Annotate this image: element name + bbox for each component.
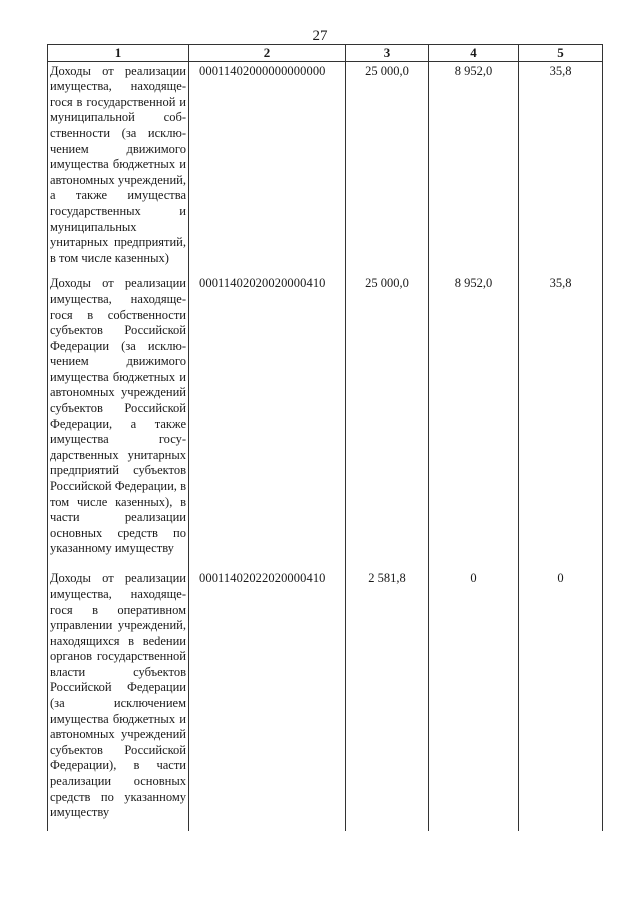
column-header-4: 4 <box>429 45 519 62</box>
table-row <box>48 266 603 560</box>
page-number: 27 <box>312 28 328 44</box>
percent-cell: 35,8 <box>519 61 603 266</box>
column-header-1: 1 <box>48 45 189 62</box>
actual-amount-cell: 8 952,0 <box>429 61 519 266</box>
column-header-5: 5 <box>519 45 603 62</box>
budget-code-cell: 00011402000000000000 <box>189 61 346 266</box>
revenue-name-cell: Доходы от реализации имущества, находящегося в государственной и муниципальной собственности (за исключением движимого имущества бюджетных и автономных учреждений, а также имущества государственных и муниципальных унитарных предприятий, в том числе казенных) <box>48 61 189 266</box>
table-row <box>48 61 603 266</box>
actual-amount-cell: 8 952,0 <box>429 266 519 560</box>
percent-cell: 0 <box>519 560 603 831</box>
budget-code-cell: 00011402022020000410 <box>189 560 346 831</box>
table-row <box>48 560 603 831</box>
revenue-name-cell: Доходы от реализации имущества, находящегося в собственности субъектов Российской Федерации (за исключением движимого имущества бюджетных и автономных учреждений субъектов Российской Федерации, а также имущества государственных унитарных предприятий субъектов Российской Федерации, в том числе казенных), в части реализации основных средств по указанному имуществу <box>48 266 189 560</box>
plan-amount-cell: 25 000,0 <box>346 266 429 560</box>
column-header-2: 2 <box>189 45 346 62</box>
plan-amount-cell: 25 000,0 <box>346 61 429 266</box>
plan-amount-cell: 2 581,8 <box>346 560 429 831</box>
percent-cell: 35,8 <box>519 266 603 560</box>
revenue-table <box>47 44 603 831</box>
column-header-3: 3 <box>346 45 429 62</box>
budget-code-cell: 00011402020020000410 <box>189 266 346 560</box>
actual-amount-cell: 0 <box>429 560 519 831</box>
revenue-name-cell: Доходы от реализации имущества, находящегося в оперативном управлении учреждений, находящихся в веdении органов государственной власти субъектов Российской Федерации (за исключением имущества бюджетных и автономных учреждений субъектов Российской Федерации), в части реализации основных средств по указанному имуществу <box>48 560 189 831</box>
table-header-row <box>48 45 603 62</box>
